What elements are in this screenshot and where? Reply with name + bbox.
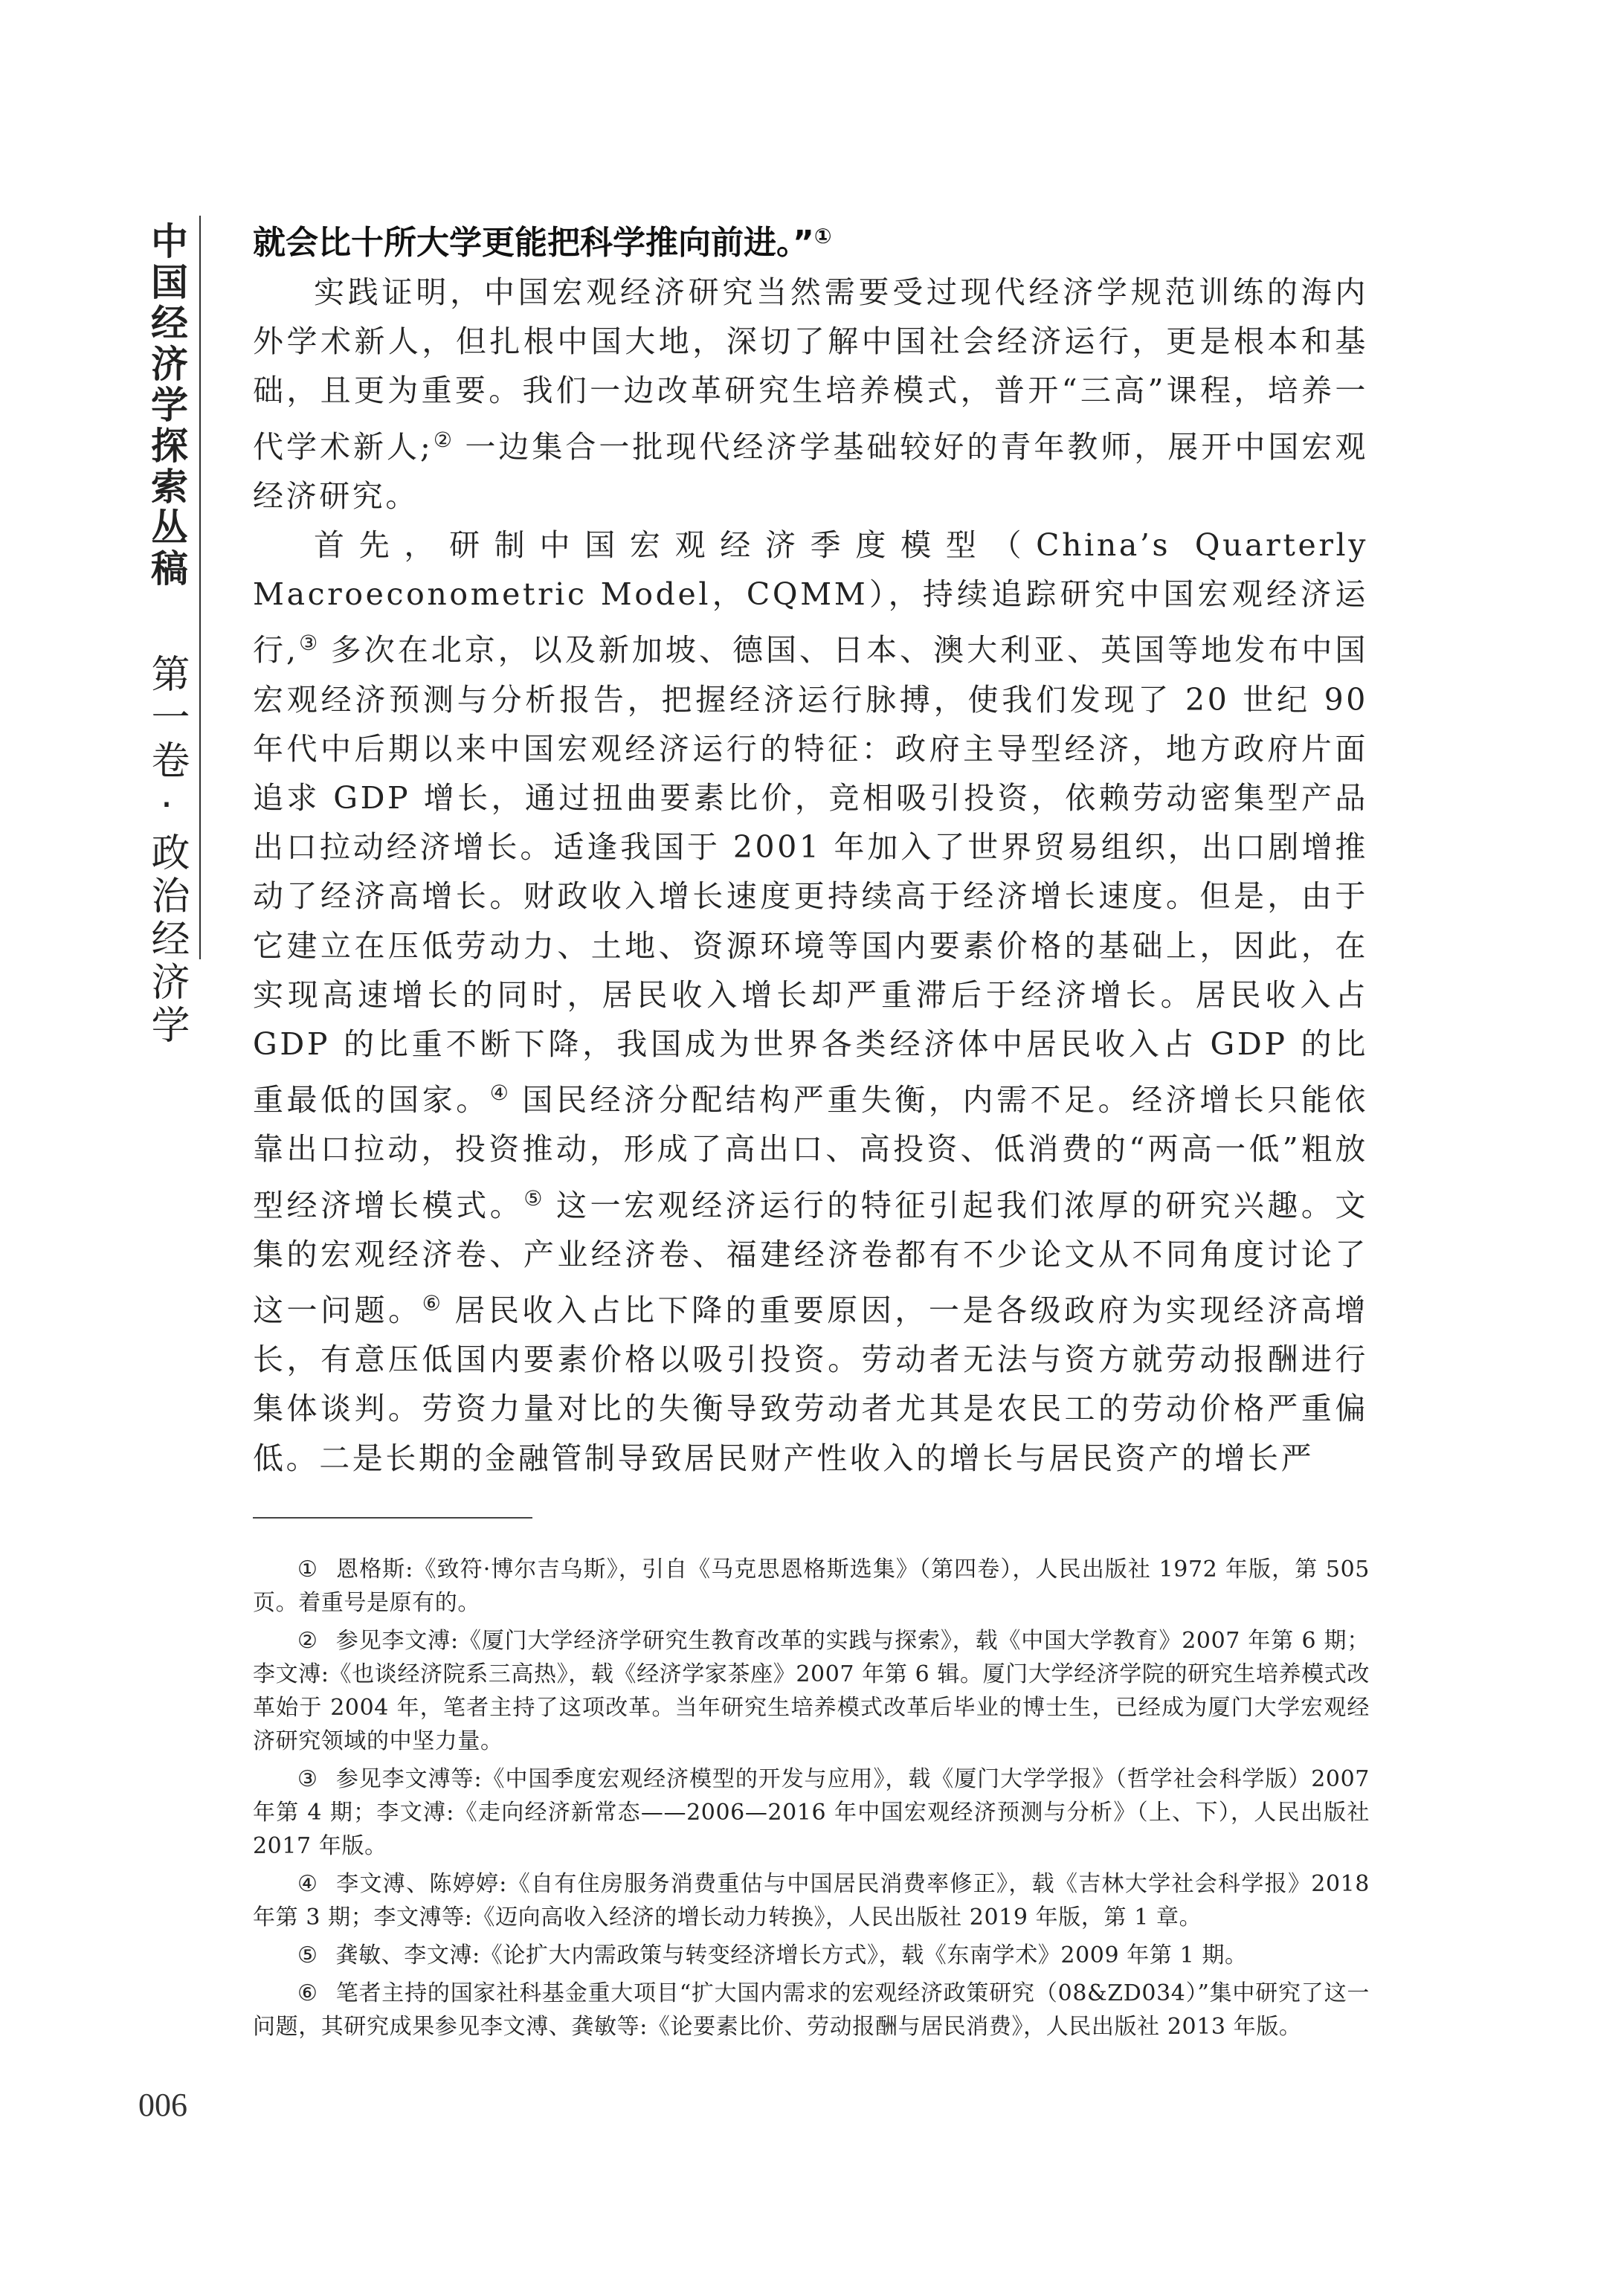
paragraph-1: 实践证明，中国宏观经济研究当然需要受过现代经济学规范训练的海内外学术新人，但扎根中国大地，深切了解中国社会经济运行，更是根本和基础，且更为重要。我们一边改革研究生培养模式，普开“三高”课程，培养一代学术新人;② 一边集合一批现代经济学基础较好的青年教师，展开中国宏观经济研究。 xyxy=(253,274,1368,514)
page-number: 006 xyxy=(138,2087,187,2123)
footnotes xyxy=(253,1553,1370,2048)
footnote-4: ④ 李文溥、陈婷婷:《自有住房服务消费重估与中国居民消费率修正》，载《吉林大学社会科学报》2018 年第 3 期；李文溥等:《迈向高收入经济的增长动力转换》，人民出版社 2019 年版，第 1 章。 xyxy=(253,1871,1370,1931)
series-title: 中国经济学探索丛稿 xyxy=(145,222,188,590)
lead-line: 就会比十所大学更能把科学推向前进。”① xyxy=(253,224,832,262)
footnote-5: ⑤ 龚敏、李文溥:《论扩大内需政策与转变经济增长方式》，载《东南学术》2009 年第 1 期。 xyxy=(297,1942,1248,1968)
footnote-ref-6: ⑥ xyxy=(422,1291,442,1316)
footnote-ref-4: ④ xyxy=(489,1081,509,1106)
footnote-divider xyxy=(253,1517,532,1519)
running-header xyxy=(138,222,195,1048)
footnote-ref-2: ② xyxy=(433,427,453,452)
paragraph-2: 首先，研制中国宏观经济季度模型（China’s Quarterly Macroeconometric Model，CQMM），持续追踪研究中国宏观经济运行,③ 多次在北京，以及新加坡、德国、日本、澳大利亚、英国等地发布中国宏观经济预测与分析报告，把握经济运行脉搏，使我们发现了 20 世纪 90 年代中后期以来中国宏观经济运行的特征：政府主导型经济，地方政府片面追求 GDP 增长，通过扭曲要素比价，竞相吸引投资，依赖劳动密集型产品出口拉动经济增长。适逢我国于 2001 年加入了世界贸易组织，出口剧增推动了经济高增长。财政收入增长速度更持续高于经济增长速度。但是，由于它建立在压低劳动力、土地、资源环境等国内要素价格的基础上，因此，在实现高速增长的同时，居民收入增长却严重滞后于经济增长。居民收入占 GDP 的比重不断下降，我国成为世界各类经济体中居民收入占 GDP 的比重最低的国家。④ 国民经济分配结构严重失衡，内需不足。经济增长只能依靠出口拉动，投资推动，形成了高出口、高投资、低消费的“两高一低”粗放型经济增长模式。⑤ 这一宏观经济运行的特征引起我们浓厚的研究兴趣。文集的宏观经济卷、产业经济卷、福建经济卷都有不少论文从不同角度讨论了这一问题。⑥ 居民收入占比下降的重要原因，一是各级政府为实现经济高增长，有意压低国内要素价格以吸引投资。劳动者无法与资方就劳动报酬进行集体谈判。劳资力量对比的失衡导致劳动者尤其是农民工的劳动价格严重偏低。二是长期的金融管制导致居民财产性收入的增长与居民资产的增长严 xyxy=(253,527,1369,1476)
footnote-ref-1: ① xyxy=(813,224,832,248)
header-divider xyxy=(199,216,201,959)
footnote-ref-5: ⑤ xyxy=(523,1185,544,1211)
footnote-2: ② 参见李文溥:《厦门大学经济学研究生教育改革的实践与探索》，载《中国大学教育》2007 年第 6 期；李文溥:《也谈经济院系三高热》，载《经济学家茶座》2007 年第 6 辑。厦门大学经济学院的研究生培养模式改革始于 2004 年，笔者主持了这项改革。当年研究生培养模式改革后毕业的博士生，已经成为厦门大学宏观经济研究领域的中坚力量。 xyxy=(253,1628,1370,1754)
footnote-ref-3: ③ xyxy=(298,631,318,656)
footnote-3: ③ 参见李文溥等:《中国季度宏观经济模型的开发与应用》，载《厦门大学学报》（哲学社会科学版）2007 年第 4 期；李文溥:《走向经济新常态——2006—2016 年中国宏观经济预测与分析》（上、下），人民出版社 2017 年版。 xyxy=(253,1766,1370,1859)
footnote-6: ⑥ 笔者主持的国家社科基金重大项目“扩大国内需求的宏观经济政策研究（08&ZD034）”集中研究了这一问题，其研究成果参见李文溥、龚敏等:《论要素比价、劳动报酬与居民消费》，人民出版社 2013 年版。 xyxy=(253,1980,1370,2040)
volume-title: 第一卷·政治经济学 xyxy=(144,654,189,1048)
body-text xyxy=(253,212,1368,1483)
footnote-1: ① 恩格斯:《致符·博尔吉乌斯》，引自《马克思恩格斯选集》（第四卷），人民出版社 1972 年版，第 505 页。着重号是原有的。 xyxy=(253,1556,1370,1616)
